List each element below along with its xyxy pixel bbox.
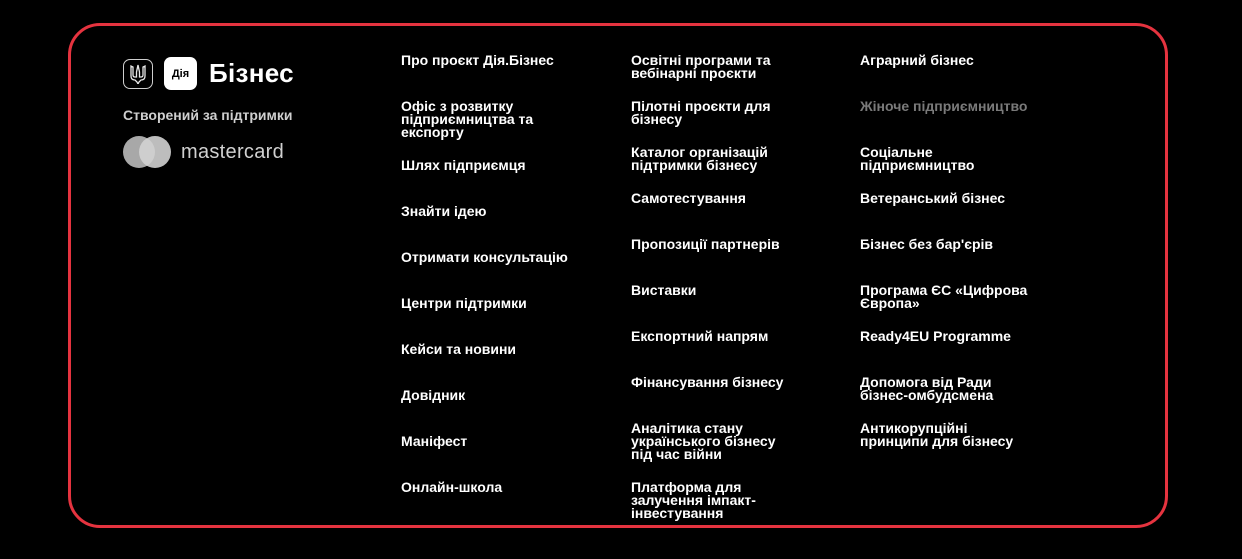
footer-link-about[interactable]: Про проєкт Дія.Бізнес (401, 52, 554, 68)
footer-link-catalog[interactable]: Каталог організацій підтримки бізнесу (631, 144, 768, 173)
footer-link-cases[interactable]: Кейси та новини (401, 341, 517, 357)
partner-name: mastercard (181, 140, 285, 163)
footer-link-selftest[interactable]: Самотестування (631, 190, 746, 206)
footer-link-handbook[interactable]: Довідник (401, 387, 466, 403)
mastercard-icon (123, 136, 171, 168)
footer-link-ombudsman[interactable]: Допомога від Ради бізнес-омбудсмена (860, 374, 994, 403)
footer-link-women[interactable]: Жіноче підприємництво (860, 98, 1028, 114)
brand-block (123, 56, 353, 168)
footer-link-office[interactable]: Офіс з розвитку підприємництва та експорту (401, 98, 534, 140)
footer-link-education[interactable]: Освітні програми та вебінарні проєкти (631, 52, 771, 81)
trident-icon (123, 59, 153, 89)
diya-logo-label: Дія (171, 67, 190, 80)
footer-link-exhibitions[interactable]: Виставки (631, 282, 697, 298)
footer-link-export[interactable]: Експортний напрям (631, 328, 769, 344)
footer-link-ready4eu[interactable]: Ready4EU Programme (860, 328, 1011, 344)
brand-name: Бізнес (209, 58, 294, 88)
footer-link-analytics[interactable]: Аналітика стану українського бізнесу під час війни (631, 420, 776, 462)
footer-link-agrarian[interactable]: Аграрний бізнес (860, 52, 974, 68)
footer-link-barrierfree[interactable]: Бізнес без бар'єрів (860, 236, 994, 252)
footer-link-consultation[interactable]: Отримати консультацію (401, 249, 568, 265)
support-text: Створений за підтримки (123, 107, 293, 123)
partner-logo[interactable] (123, 136, 353, 168)
footer-link-impact[interactable]: Платформа для залучення імпакт-інвестування (631, 479, 756, 521)
brand-logo[interactable] (123, 56, 353, 91)
footer-link-financing[interactable]: Фінансування бізнесу (631, 374, 784, 390)
footer-link-partners[interactable]: Пропозиції партнерів (631, 236, 780, 252)
footer-link-path[interactable]: Шлях підприємця (401, 157, 526, 173)
footer-link-school[interactable]: Онлайн-школа (401, 479, 503, 495)
footer-link-social[interactable]: Соціальне підприємництво (860, 144, 975, 173)
footer-link-centers[interactable]: Центри підтримки (401, 295, 527, 311)
footer-link-manifest[interactable]: Маніфест (401, 433, 468, 449)
footer-link-anticorruption[interactable]: Антикорупційні принципи для бізнесу (860, 420, 1014, 449)
diya-logo-icon (164, 57, 197, 90)
footer-link-digital-europe[interactable]: Програма ЄС «Цифрова Європа» (860, 282, 1028, 311)
footer-link-veteran[interactable]: Ветеранський бізнес (860, 190, 1005, 206)
footer-link-pilots[interactable]: Пілотні проєкти для бізнесу (631, 98, 771, 127)
footer-link-idea[interactable]: Знайти ідею (401, 203, 487, 219)
